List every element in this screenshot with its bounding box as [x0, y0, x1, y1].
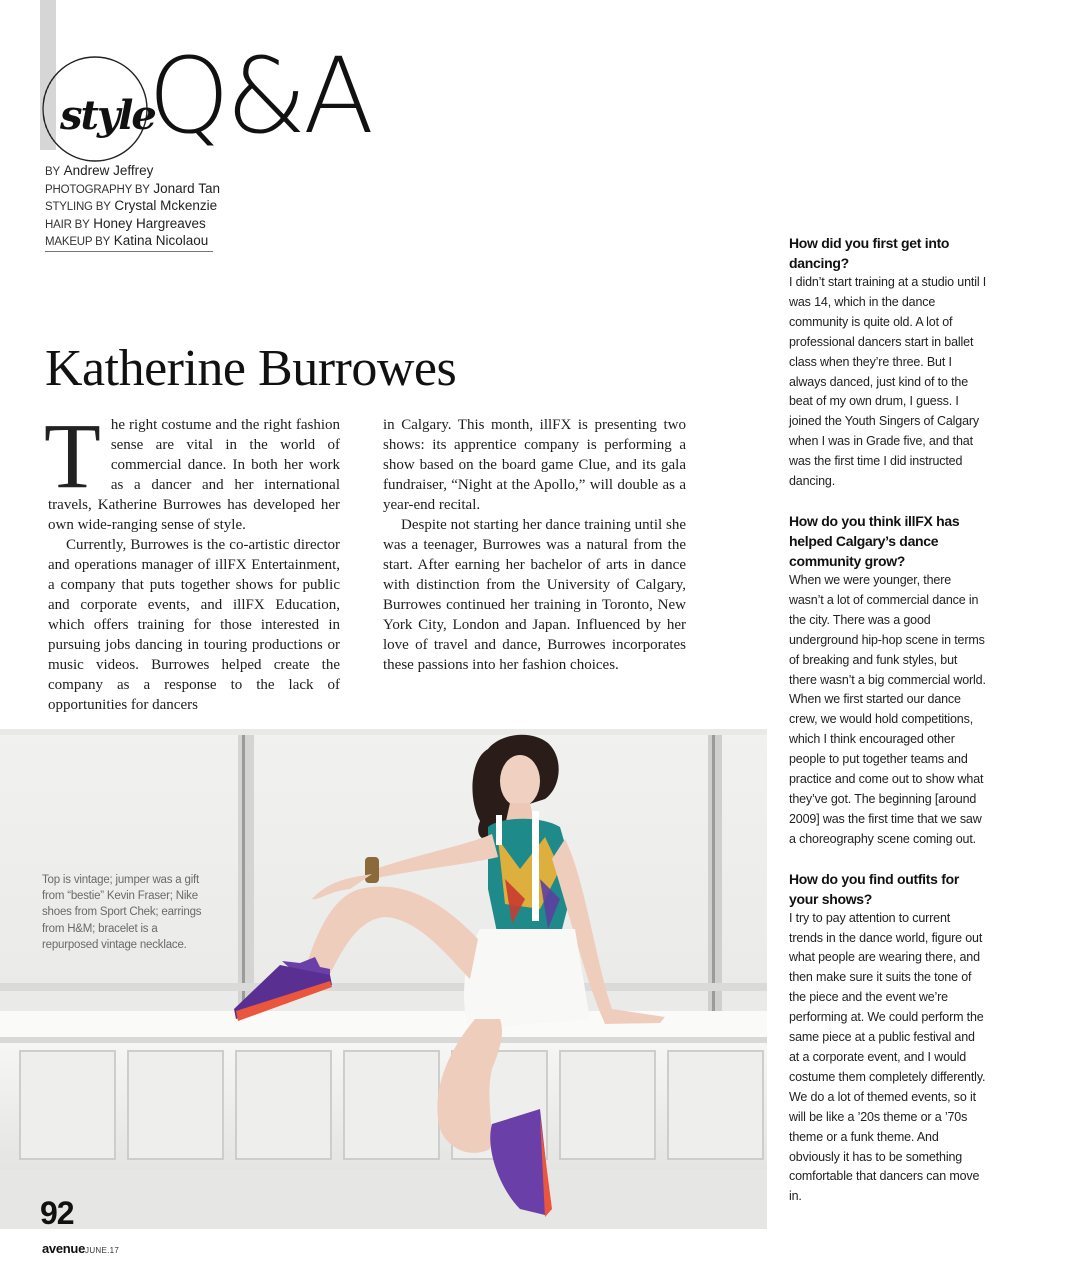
paragraph-text: he right costume and the right fashion sense are vital in the world of commercial dance. In both her work as a dancer and her international travels, Katherine Burrowes has developed her own wide-ranging sense of style. — [48, 417, 340, 533]
credit-name: Crystal Mckenzie — [114, 198, 218, 214]
qa-question: How do you find outfits for your shows? — [789, 870, 959, 907]
body-paragraph: Currently, Burrowes is the co-artistic director and operations manager of illFX Entertainment, a company that puts together shows for public and corporate events, and illFX Education, which offers training for those interested in pursuing jobs dancing in touring productions or music videos. Burrowes helped create the company as a response to the lack of opportunities for dancers — [48, 537, 340, 713]
portrait-photo — [0, 729, 767, 1229]
credit-styling — [45, 198, 218, 216]
credit-label: HAIR BY — [45, 218, 90, 231]
credit-name: Jonard Tan — [153, 180, 220, 196]
folio — [42, 1240, 119, 1258]
credit-byline — [45, 163, 215, 181]
qa-answer: I try to pay attention to current trends in the dance world, figure out what people are wearing there, and then make sure it suits the tone of the piece and the event we’re performing at. We could perform the same piece at a public festival and at a corporate event, and I would costume them completely differently. We do a lot of themed events, so it will be like a ’20s theme or a ’70s theme or a funk theme. And obviously it has to be something comfortable that dancers can move in. — [789, 910, 986, 1204]
qa-sidebar — [789, 233, 987, 1226]
credit-name: Andrew Jeffrey — [63, 163, 154, 178]
credit-hair — [45, 216, 215, 234]
credit-label: MAKEUP BY — [45, 236, 111, 249]
body-column-1 — [44, 405, 340, 715]
credit-label: BY — [45, 166, 60, 178]
qa-question: How did you first get into dancing? — [789, 235, 950, 271]
qa-answer: When we were younger, there wasn’t a lot of commercial dance in the city. There was a good underground hip-hop scene in terms of breaking and funk styles, but there wasn’t a big commercial world. When we first started our dance crew, we would hold competitions, which I think encouraged other people to put together teams and practice and come out to show what they’ve got. The beginning [around 2009] was the first time that we saw a choreography scene coming out. — [789, 572, 986, 846]
qa-item — [789, 233, 987, 492]
magazine-brand: avenue — [42, 1241, 86, 1256]
body-paragraph — [44, 405, 340, 535]
drop-cap: T — [44, 405, 101, 508]
photo-caption: Top is vintage; jumper was a gift from “bestie” Kevin Fraser; Nike shoes from Sport Chek; earrings from H&M; bracelet is a repurposed vintage necklace. — [42, 874, 202, 951]
masthead-style-word: style — [60, 92, 155, 139]
qa-item — [789, 869, 987, 1208]
body-column-2 — [383, 415, 686, 675]
qa-question: How do you think illFX has helped Calgary’s dance community grow? — [789, 512, 960, 569]
credit-name: Honey Hargreaves — [93, 215, 206, 231]
article-headline: Katherine Burrowes — [45, 340, 457, 397]
credit-name: Katina Nicolaou — [113, 233, 209, 249]
credits-divider — [45, 251, 213, 252]
qa-item — [789, 511, 987, 850]
credit-label: STYLING BY — [45, 201, 111, 214]
credit-makeup — [45, 233, 215, 251]
masthead-qa-word: Q&A — [148, 35, 371, 157]
body-paragraph: in Calgary. This month, illFX is presenting two shows: its apprentice company is performing a show based on the board game Clue, and its gala fundraiser, “Night at the Apollo,” will double as a year-end recital. — [383, 417, 686, 513]
page-number: 92 — [40, 1195, 74, 1231]
credits — [45, 163, 220, 251]
credit-photography — [45, 180, 220, 199]
credit-label: PHOTOGRAPHY BY — [45, 183, 150, 196]
qa-answer: I didn’t start training at a studio until I was 14, which in the dance community is quite old. A lot of professional dancers start in ballet class when they’re three. But I always danced, just kind of to the beat of my own drum, I guess. I joined the Youth Singers of Calgary when I was in Grade five, and that was the first time I did instructed dancing. — [789, 275, 987, 489]
issue-date: JUNE.17 — [85, 1246, 120, 1255]
body-paragraph: Despite not starting her dance training until she was a teenager, Burrowes was a natural from the start. After earning her bachelor of arts in dance with distinction from the University of Calgary, Burrowes continued her training in Toronto, New York City, London and Japan. Influenced by her love of travel and dance, Burrowes incorporates these passions into her fashion choices. — [383, 517, 686, 673]
